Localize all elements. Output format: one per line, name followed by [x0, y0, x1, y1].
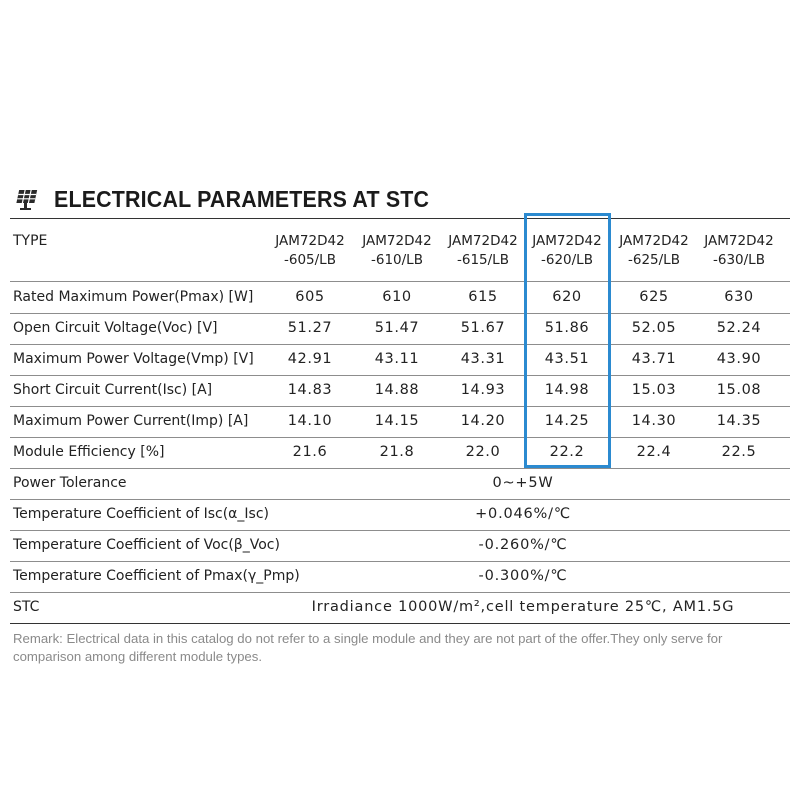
row-label: Rated Maximum Power(Pmax) [W] [13, 289, 254, 305]
row-label: Short Circuit Current(Isc) [A] [13, 382, 213, 398]
value-cell: 52.05 [631, 320, 677, 336]
row-label: Power Tolerance [13, 475, 127, 491]
value-cell: 51.27 [287, 320, 333, 336]
highlighted-column [524, 213, 611, 468]
value-cell: 14.83 [287, 382, 333, 398]
value-cell: 21.6 [292, 444, 328, 460]
value-cell: 14.25 [544, 413, 590, 429]
value-cell: 14.20 [460, 413, 506, 429]
row-label: STC [13, 599, 40, 615]
value-cell: 15.08 [716, 382, 762, 398]
value-cell: 610 [382, 289, 412, 305]
value-cell: 43.11 [374, 351, 420, 367]
model-header: JAM72D42 -610/LB [362, 233, 432, 268]
value-cell: 14.98 [544, 382, 590, 398]
value-cell: 51.47 [374, 320, 420, 336]
value-cell: 14.30 [631, 413, 677, 429]
row-label: Maximum Power Voltage(Vmp) [V] [13, 351, 254, 367]
value-cell: 22.2 [549, 444, 585, 460]
value-cell: 52.24 [716, 320, 762, 336]
solar-panel-icon [14, 186, 40, 212]
value-cell: 43.31 [460, 351, 506, 367]
row-divider [10, 499, 790, 500]
value-cell: 14.10 [287, 413, 333, 429]
row-label: Temperature Coefficient of Voc(β_Voc) [13, 537, 280, 553]
value-cell: 43.71 [631, 351, 677, 367]
model-header: JAM72D42 -630/LB [704, 233, 774, 268]
model-header: JAM72D42 -620/LB [532, 233, 602, 268]
value-cell: 14.93 [460, 382, 506, 398]
value-cell: 22.4 [636, 444, 672, 460]
header-rule [10, 218, 790, 219]
page-title: ELECTRICAL PARAMETERS AT STC [54, 185, 430, 212]
value-cell: 630 [724, 289, 754, 305]
value-cell: 22.0 [465, 444, 501, 460]
row-divider [10, 623, 790, 624]
value-cell: 615 [468, 289, 498, 305]
model-header: JAM72D42 -615/LB [448, 233, 518, 268]
row-divider [10, 313, 790, 314]
value-cell: 14.15 [374, 413, 420, 429]
value-cell: 620 [552, 289, 582, 305]
row-label: Open Circuit Voltage(Voc) [V] [13, 320, 218, 336]
value-cell: 625 [639, 289, 669, 305]
row-divider [10, 468, 790, 469]
span-value: 0~+5W [492, 475, 554, 491]
row-label: Temperature Coefficient of Pmax(γ_Pmp) [13, 568, 300, 584]
row-divider [10, 375, 790, 376]
value-cell: 51.67 [460, 320, 506, 336]
value-cell: 51.86 [544, 320, 590, 336]
span-value: +0.046%/℃ [475, 506, 571, 522]
value-cell: 15.03 [631, 382, 677, 398]
model-header: JAM72D42 -605/LB [275, 233, 345, 268]
remark-text: Remark: Electrical data in this catalog do not refer to a single module and they are not part of the offer.They only serve for comparison among different module types. [13, 631, 723, 664]
span-value: Irradiance 1000W/m²,cell temperature 25℃, AM1.5G [311, 599, 735, 615]
row-divider [10, 437, 790, 438]
value-cell: 42.91 [287, 351, 333, 367]
row-divider [10, 561, 790, 562]
row-label: Temperature Coefficient of Isc(α_Isc) [13, 506, 269, 522]
row-label: Module Efficiency [%] [13, 444, 165, 460]
row-divider [10, 530, 790, 531]
row-divider [10, 406, 790, 407]
row-divider [10, 344, 790, 345]
span-value: -0.260%/℃ [478, 537, 568, 553]
value-cell: 43.51 [544, 351, 590, 367]
row-label: Maximum Power Current(Imp) [A] [13, 413, 249, 429]
value-cell: 21.8 [379, 444, 415, 460]
value-cell: 14.88 [374, 382, 420, 398]
value-cell: 22.5 [721, 444, 757, 460]
value-cell: 14.35 [716, 413, 762, 429]
section-header [14, 182, 457, 216]
row-divider [10, 281, 790, 282]
model-header: JAM72D42 -625/LB [619, 233, 689, 268]
type-label: TYPE [13, 233, 48, 249]
value-cell: 605 [295, 289, 325, 305]
span-value: -0.300%/℃ [478, 568, 568, 584]
value-cell: 43.90 [716, 351, 762, 367]
row-divider [10, 592, 790, 593]
